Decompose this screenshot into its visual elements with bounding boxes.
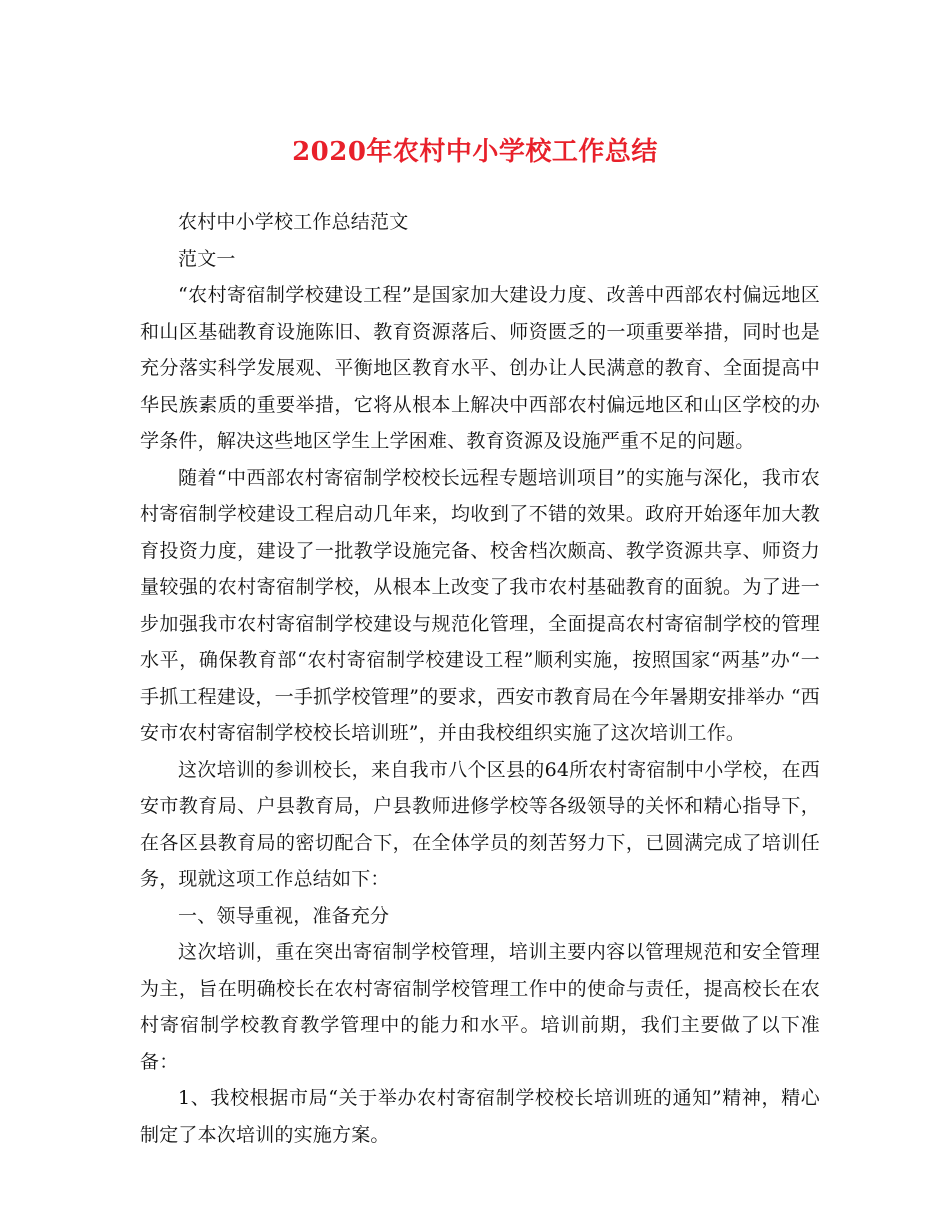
document-body <box>140 204 820 1153</box>
paragraph: 1、我校根据市局“关于举办农村寄宿制学校校长培训班的通知”精神，精心制定了本次培训的实施方案。 <box>140 1087 820 1146</box>
paragraph: 这次培训的参训校长，来自我市八个区县的64所农村寄宿制中小学校，在西安市教育局、户县教育局，户县教师进修学校等各级领导的关怀和精心指导下，在各区县教育局的密切配合下，在全体学员的刻苦努力下，已圆满完成了培训任务，现就这项工作总结如下： <box>140 758 820 890</box>
document-title: 2020年农村中小学校工作总结 <box>292 137 658 167</box>
paragraph-sample-label: 范文一 <box>178 247 236 270</box>
paragraph-subtitle: 农村中小学校工作总结范文 <box>178 211 409 233</box>
paragraph: 随着“中西部农村寄宿制学校校长远程专题培训项目”的实施与深化，我市农村寄宿制学校建设工程启动几年来，均收到了不错的效果。政府开始逐年加大教育投资力度，建设了一批教学设施完备、校舍档次颇高、教学资源共享、师资力量较强的农村寄宿制学校，从根本上改变了我市农村基础教育的面貌。为了进一步加强我市农村寄宿制学校建设与规范化管理，全面提高农村寄宿制学校的管理水平，确保教育部“农村寄宿制学校建设工程”顺利实施，按照国家“两基”办“一手抓工程建设，一手抓学校管理”的要求，西安市教育局在今年暑期安排举办 “西安市农村寄宿制学校校长培训班”，并由我校组织实施了这次培训工作。 <box>140 466 820 744</box>
paragraph: “农村寄宿制学校建设工程”是国家加大建设力度、改善中西部农村偏远地区和山区基础教育设施陈旧、教育资源落后、师资匮乏的一项重要举措，同时也是充分落实科学发展观、平衡地区教育水平、创办让人民满意的教育、全面提高中华民族素质的重要举措，它将从根本上解决中西部农村偏远地区和山区学校的办学条件，解决这些地区学生上学困难、教育资源及设施严重不足的问题。 <box>140 284 820 452</box>
section-heading: 一、领导重视，准备充分 <box>178 904 390 927</box>
paragraph: 这次培训，重在突出寄宿制学校管理，培训主要内容以管理规范和安全管理为主，旨在明确校长在农村寄宿制学校管理工作中的使命与责任，提高校长在农村寄宿制学校教育教学管理中的能力和水平。培训前期，我们主要做了以下准备： <box>140 941 820 1073</box>
